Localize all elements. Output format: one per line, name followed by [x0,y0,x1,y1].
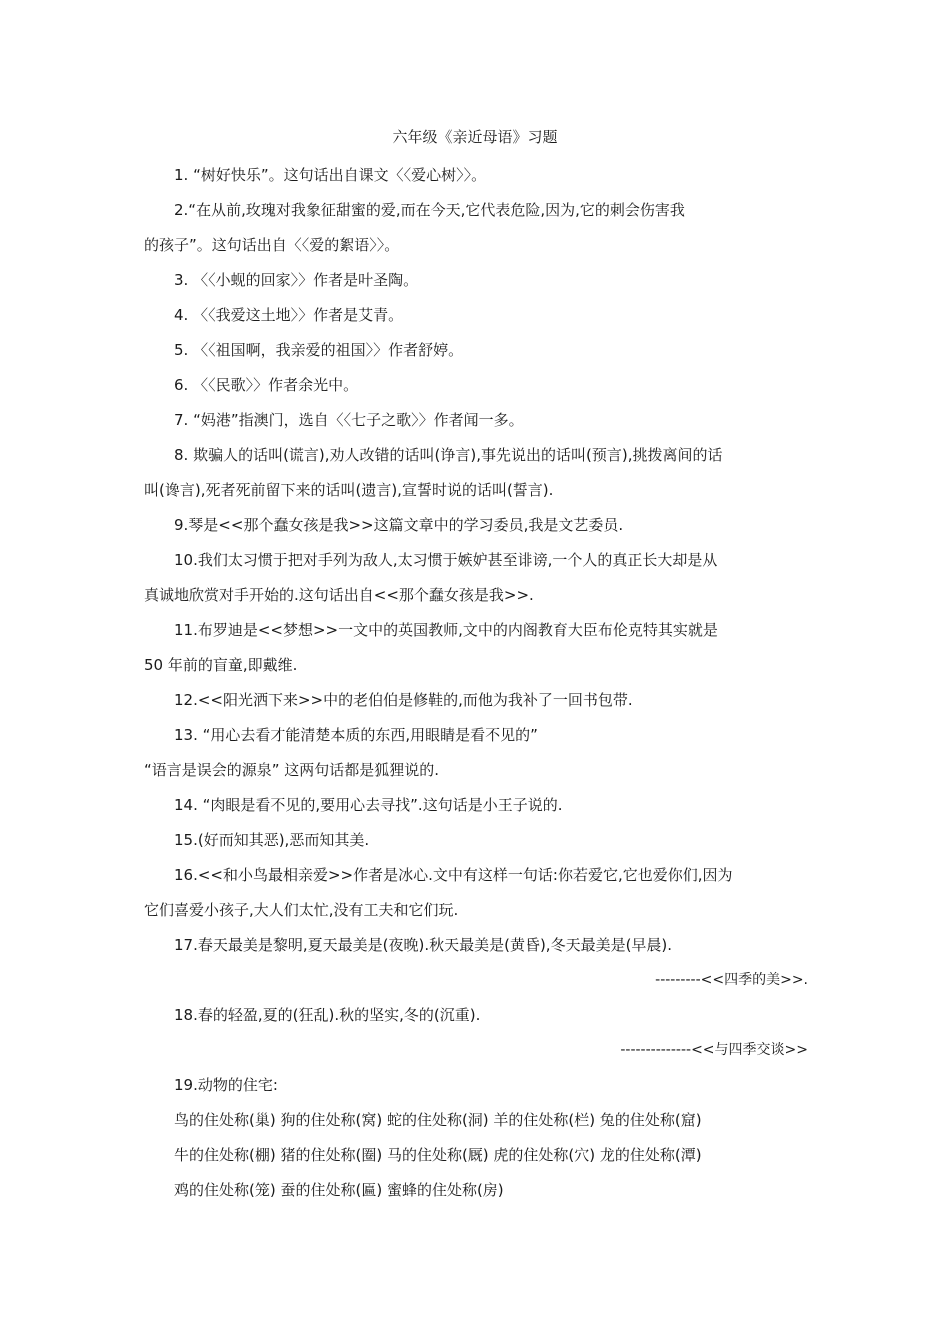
question-17: 17.春天最美是黎明,夏天最美是(夜晚).秋天最美是(黄昏),冬天最美是(早晨). [174,936,673,954]
question-13-continued: “语言是误会的源泉” 这两句话都是狐狸说的. [144,761,440,779]
document-body [144,158,808,1208]
question-3: 3. 〈〈小蚬的回家〉〉作者是叶圣陶。 [174,271,419,289]
question-18: 18.春的轻盈,夏的(狂乱).秋的坚实,冬的(沉重). [174,1006,481,1024]
question-15: 15.(好而知其恶),恶而知其美. [174,831,370,849]
question-11-continued: 50 年前的盲童,即戴维. [144,656,298,674]
question-14: 14. “肉眼是看不见的,要用心去寻找”.这句话是小王子说的. [174,796,563,814]
question-16: 16.<<和小鸟最相亲爱>>作者是冰心.文中有这样一句话:你若爱它,它也爱你们,因为 [174,866,733,884]
question-16-continued: 它们喜爱小孩子,大人们太忙,没有工夫和它们玩. [144,901,459,919]
question-19: 19.动物的住宅: [174,1076,278,1094]
question-1: 1. “树好快乐”。这句话出自课文〈〈爱心树〉〉。 [174,166,487,184]
question-17-source: ---------<<四季的美>>. [655,972,808,988]
document-title: 六年级《亲近母语》习题 [392,128,558,146]
question-8-continued: 叫(谗言),死者死前留下来的话叫(遗言),宣誓时说的话叫(誓言). [144,481,554,499]
question-19-row-3: 鸡的住处称(笼) 蚕的住处称(匾) 蜜蜂的住处称(房) [174,1181,504,1199]
question-9: 9.琴是<<那个蠢女孩是我>>这篇文章中的学习委员,我是文艺委员. [174,516,624,534]
question-8: 8. 欺骗人的话叫(谎言),劝人改错的话叫(诤言),事先说出的话叫(预言),挑拨离间的话 [174,446,723,464]
question-2: 2.“在从前,玫瑰对我象征甜蜜的爱,而在今天,它代表危险,因为,它的刺会伤害我 [174,201,685,219]
question-6: 6. 〈〈民歌〉〉作者余光中。 [174,376,359,394]
question-19-row-1: 鸟的住处称(巢) 狗的住处称(窝) 蛇的住处称(洞) 羊的住处称(栏) 兔的住处称(窟) [174,1111,702,1129]
question-7: 7. “妈港”指澳门，选自〈〈七子之歌〉〉作者闻一多。 [174,411,524,429]
question-2-continued: 的孩子”。这句话出自〈〈爱的絮语〉〉。 [144,236,400,254]
question-13: 13. “用心去看才能清楚本质的东西,用眼睛是看不见的” [174,726,538,744]
question-5: 5. 〈〈祖国啊，我亲爱的祖国〉〉作者舒婷。 [174,341,464,359]
question-10: 10.我们太习惯于把对手列为敌人,太习惯于嫉妒甚至诽谤,一个人的真正长大却是从 [174,551,718,569]
question-11: 11.布罗迪是<<梦想>>一文中的英国教师,文中的内阁教育大臣布伦克特其实就是 [174,621,718,639]
question-19-row-2: 牛的住处称(棚) 猪的住处称(圈) 马的住处称(厩) 虎的住处称(穴) 龙的住处称(潭) [174,1146,702,1164]
question-4: 4. 〈〈我爱这土地〉〉作者是艾青。 [174,306,404,324]
question-18-source: --------------<<与四季交谈>> [620,1042,808,1058]
question-10-continued: 真诚地欣赏对手开始的.这句话出自<<那个蠢女孩是我>>. [144,586,534,604]
question-12: 12.<<阳光洒下来>>中的老伯伯是修鞋的,而他为我补了一回书包带. [174,691,633,709]
